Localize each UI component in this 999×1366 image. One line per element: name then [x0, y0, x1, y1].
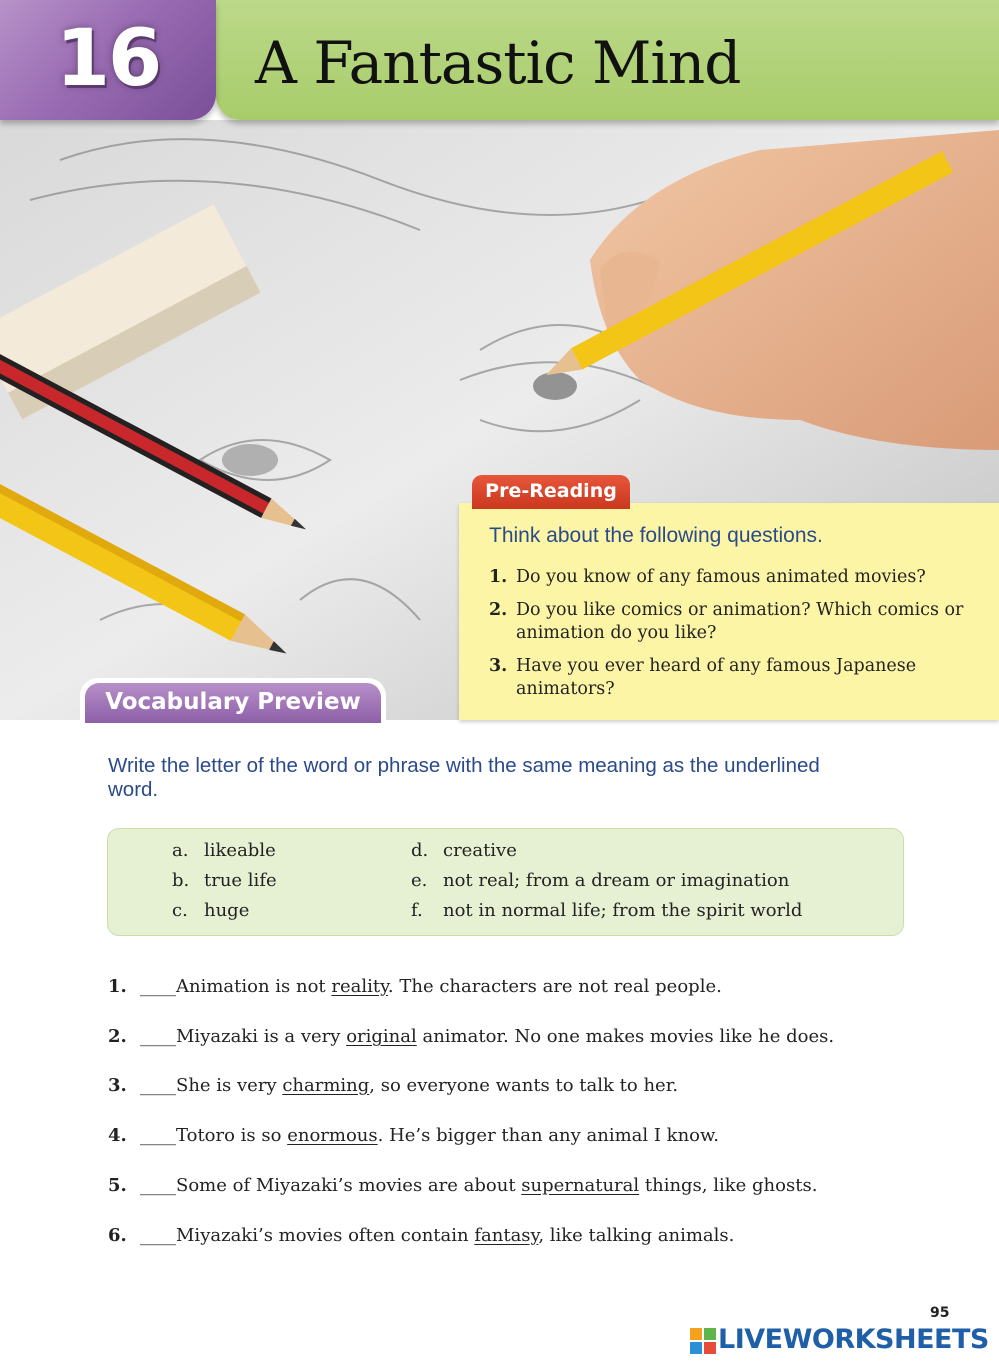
underlined-word: enormous [287, 1125, 378, 1146]
item-number: 2. [108, 1026, 127, 1047]
option-text: likeable [204, 840, 276, 861]
pre-reading-question [489, 599, 969, 645]
question-text: Do you know of any famous animated movies? [516, 567, 926, 587]
underlined-word: fantasy [474, 1225, 539, 1246]
item-number: 5. [108, 1175, 127, 1196]
item-sentence: Totoro is so enormous. He’s bigger than any animal I know. [176, 1125, 720, 1146]
page-title: A Fantastic Mind [255, 29, 741, 97]
underlined-word: reality [331, 976, 388, 997]
underlined-word: original [346, 1026, 417, 1047]
option-text: creative [443, 840, 517, 861]
option-text: true life [204, 870, 277, 891]
answer-blank[interactable]: ____ [140, 1125, 176, 1146]
page-number: 95 [930, 1305, 950, 1321]
question-number: 2. [489, 600, 508, 620]
item-sentence: Some of Miyazaki’s movies are about supernatural things, like ghosts. [176, 1175, 818, 1196]
option-letter: c. [172, 900, 188, 921]
option-letter: f. [411, 900, 423, 921]
liveworksheets-logo[interactable]: LIVEWORKSHEETS [718, 1324, 989, 1355]
word-bank [107, 828, 904, 936]
answer-blank[interactable]: ____ [140, 976, 176, 997]
item-sentence: Miyazaki’s movies often contain fantasy, like talking animals. [176, 1225, 735, 1246]
question-text: Have you ever heard of any famous Japanese animators? [516, 656, 917, 699]
item-sentence: She is very charming, so everyone wants to talk to her. [176, 1075, 679, 1096]
item-sentence: Miyazaki is a very original animator. No one makes movies like he does. [176, 1026, 835, 1047]
option-letter: b. [172, 870, 190, 891]
item-sentence: Animation is not reality. The characters are not real people. [176, 976, 722, 997]
answer-blank[interactable]: ____ [140, 1175, 176, 1196]
option-letter: d. [411, 840, 429, 861]
answer-blank[interactable]: ____ [140, 1026, 176, 1047]
underlined-word: charming [282, 1075, 370, 1096]
option-text: huge [204, 900, 250, 921]
option-letter: a. [172, 840, 189, 861]
item-number: 1. [108, 976, 127, 997]
item-number: 3. [108, 1075, 127, 1096]
unit-number: 16 [55, 14, 161, 104]
question-text: Do you like comics or animation? Which comics or animation do you like? [516, 600, 964, 643]
underlined-word: supernatural [521, 1175, 640, 1196]
question-number: 1. [489, 567, 508, 587]
liveworksheets-logo-icon [690, 1328, 716, 1354]
answer-blank[interactable]: ____ [140, 1075, 176, 1096]
item-number: 4. [108, 1125, 127, 1146]
pre-reading-heading: Think about the following questions. [489, 524, 823, 547]
answer-blank[interactable]: ____ [140, 1225, 176, 1246]
vocabulary-instructions: Write the letter of the word or phrase with the same meaning as the underlined word. [108, 754, 820, 801]
pre-reading-question [489, 655, 969, 701]
pre-reading-label: Pre-Reading [485, 480, 617, 502]
vocabulary-label: Vocabulary Preview [105, 689, 361, 715]
pre-reading-question [489, 566, 969, 589]
item-number: 6. [108, 1225, 127, 1246]
option-text: not real; from a dream or imagination [443, 870, 790, 891]
question-number: 3. [489, 656, 508, 676]
option-text: not in normal life; from the spirit world [443, 900, 803, 921]
option-letter: e. [411, 870, 428, 891]
